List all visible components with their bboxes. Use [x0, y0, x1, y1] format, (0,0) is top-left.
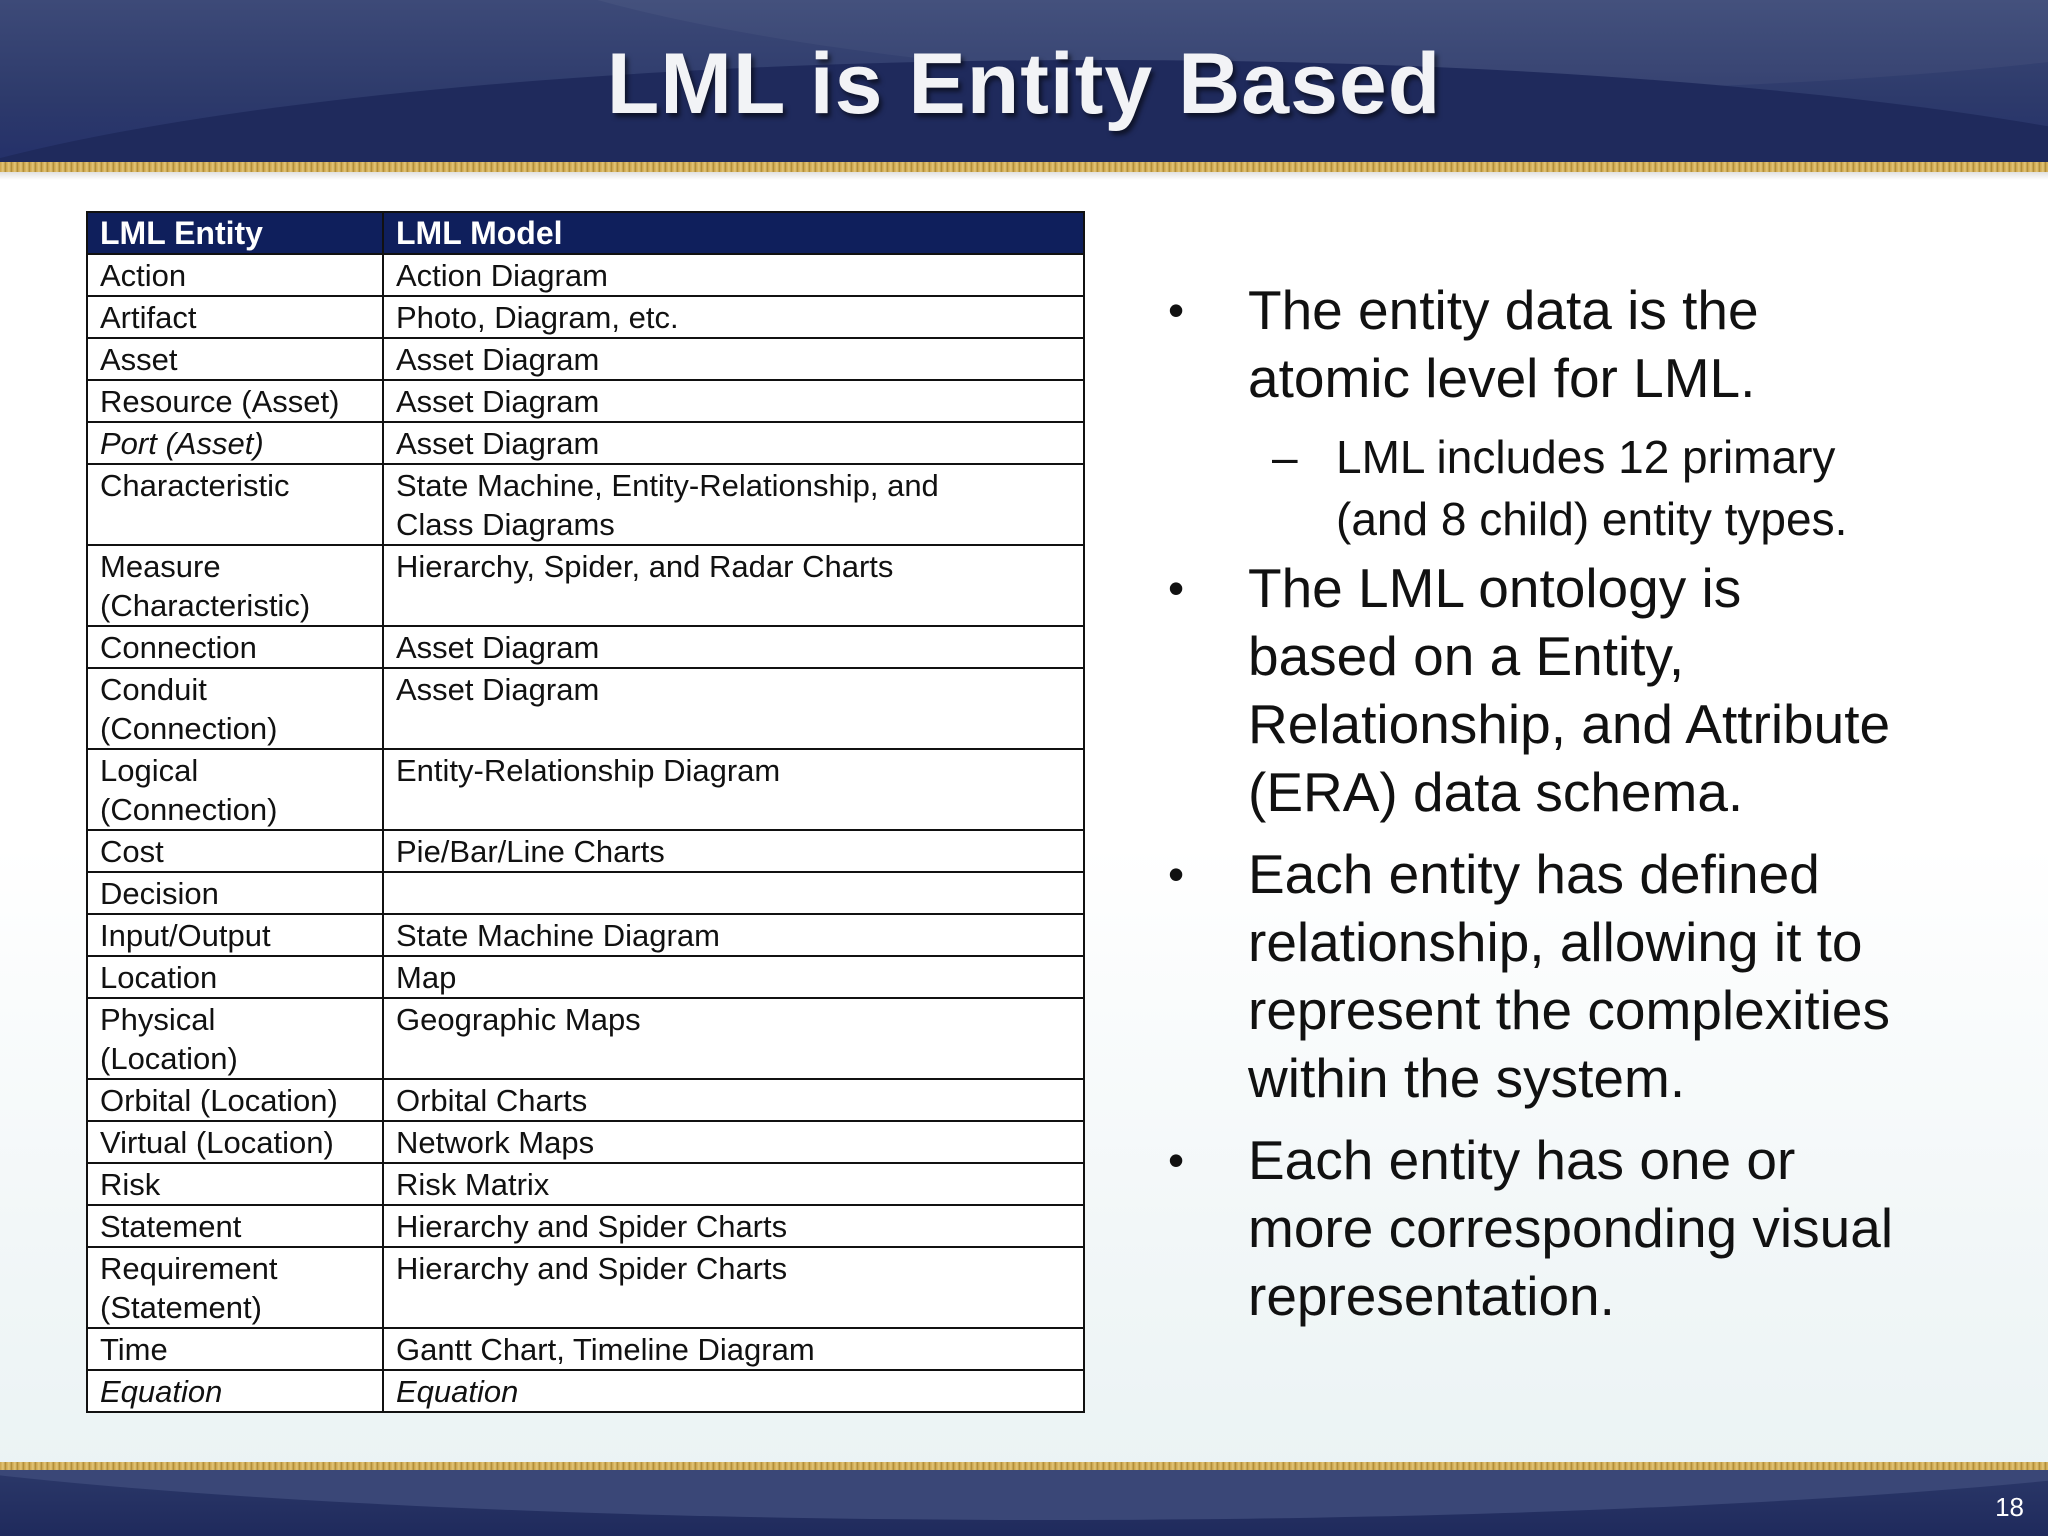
column-header-model: LML Model	[383, 212, 1084, 254]
entity-line: (Location)	[100, 1041, 238, 1076]
entity-model-table	[86, 211, 1085, 1413]
model-cell: Photo, Diagram, etc.	[383, 296, 1084, 338]
entity-line: Conduit	[100, 672, 207, 707]
table-row	[87, 464, 1084, 545]
table-row	[87, 914, 1084, 956]
entity-cell: Orbital (Location)	[87, 1079, 383, 1121]
entity-cell	[87, 998, 383, 1079]
model-cell: Asset Diagram	[383, 626, 1084, 668]
entity-line: (Connection)	[100, 711, 278, 746]
table-row	[87, 545, 1084, 626]
bullet-line: more corresponding visual	[1248, 1197, 1894, 1259]
entity-line: (Connection)	[100, 792, 278, 827]
entity-cell	[87, 545, 383, 626]
entity-cell: Connection	[87, 626, 383, 668]
table-row	[87, 1079, 1084, 1121]
entity-cell: Location	[87, 956, 383, 998]
header-gold-stripe	[0, 162, 2048, 172]
bullet-line: Each entity has one or	[1248, 1129, 1796, 1191]
model-cell: Pie/Bar/Line Charts	[383, 830, 1084, 872]
model-cell: Asset Diagram	[383, 668, 1084, 749]
model-cell: Hierarchy and Spider Charts	[383, 1247, 1084, 1328]
model-cell: State Machine Diagram	[383, 914, 1084, 956]
entity-cell: Cost	[87, 830, 383, 872]
entity-cell: Risk	[87, 1163, 383, 1205]
table-row	[87, 998, 1084, 1079]
table-row	[87, 380, 1084, 422]
table-row	[87, 296, 1084, 338]
bullet-marker: •	[1168, 1134, 1185, 1186]
footer-gold-stripe	[0, 1462, 2048, 1470]
entity-cell	[87, 749, 383, 830]
bullet-marker: •	[1168, 284, 1185, 336]
bullet-line: within the system.	[1248, 1047, 1686, 1109]
page-number: 18	[1995, 1492, 2024, 1522]
model-cell: Hierarchy and Spider Charts	[383, 1205, 1084, 1247]
bullet-line: atomic level for LML.	[1248, 347, 1756, 409]
model-cell: Network Maps	[383, 1121, 1084, 1163]
entity-cell: Resource (Asset)	[87, 380, 383, 422]
table-row	[87, 626, 1084, 668]
header-shadow	[0, 172, 2048, 180]
bullet-line: The entity data is the	[1248, 279, 1759, 341]
table-row	[87, 1205, 1084, 1247]
bullet-item	[1160, 554, 2020, 826]
bullet-item	[1160, 840, 2020, 1112]
entity-cell: Decision	[87, 872, 383, 914]
footer-banner	[0, 1470, 2048, 1536]
sub-bullet-line: LML includes 12 primary	[1336, 431, 1836, 483]
entity-cell: Equation	[87, 1370, 383, 1412]
model-cell: Asset Diagram	[383, 380, 1084, 422]
model-cell: Asset Diagram	[383, 338, 1084, 380]
table-row	[87, 668, 1084, 749]
model-cell: Gantt Chart, Timeline Diagram	[383, 1328, 1084, 1370]
table-row	[87, 749, 1084, 830]
bullet-gap	[1160, 1112, 2020, 1126]
entity-cell: Virtual (Location)	[87, 1121, 383, 1163]
footer-swoosh	[0, 1470, 2048, 1520]
entity-cell: Asset	[87, 338, 383, 380]
table-row	[87, 830, 1084, 872]
table-row	[87, 254, 1084, 296]
entity-cell: Port (Asset)	[87, 422, 383, 464]
table-row	[87, 1328, 1084, 1370]
model-cell: Risk Matrix	[383, 1163, 1084, 1205]
model-cell: Map	[383, 956, 1084, 998]
bullet-list	[1160, 276, 2020, 1330]
bullet-marker: •	[1168, 562, 1185, 614]
model-cell: Entity-Relationship Diagram	[383, 749, 1084, 830]
sub-bullet-line: (and 8 child) entity types.	[1336, 493, 1848, 545]
model-cell: Orbital Charts	[383, 1079, 1084, 1121]
table-row	[87, 1163, 1084, 1205]
bullet-line: represent the complexities	[1248, 979, 1890, 1041]
model-cell	[383, 464, 1084, 545]
entity-cell	[87, 668, 383, 749]
bullet-line: relationship, allowing it to	[1248, 911, 1863, 973]
entity-line: Physical	[100, 1002, 216, 1037]
entity-line: Logical	[100, 753, 199, 788]
model-line: State Machine, Entity-Relationship, and	[396, 468, 939, 503]
model-cell	[383, 872, 1084, 914]
table-row	[87, 338, 1084, 380]
bullet-line: representation.	[1248, 1265, 1615, 1327]
table-header-row	[87, 212, 1084, 254]
entity-line: Measure	[100, 549, 221, 584]
bullet-line: Relationship, and Attribute	[1248, 693, 1891, 755]
entity-cell: Time	[87, 1328, 383, 1370]
entity-line: Requirement	[100, 1251, 278, 1286]
model-cell: Action Diagram	[383, 254, 1084, 296]
bullet-line: based on a Entity,	[1248, 625, 1685, 687]
model-cell: Hierarchy, Spider, and Radar Charts	[383, 545, 1084, 626]
bullet-line: The LML ontology is	[1248, 557, 1742, 619]
sub-bullet-item	[1160, 426, 2020, 550]
table-row	[87, 1370, 1084, 1412]
slide-title: LML is Entity Based	[606, 36, 1442, 132]
bullet-item	[1160, 276, 2020, 412]
table-row	[87, 1121, 1084, 1163]
bullet-marker: •	[1168, 848, 1185, 900]
entity-cell: Characteristic	[87, 464, 383, 545]
entity-line: (Characteristic)	[100, 588, 311, 623]
column-header-entity: LML Entity	[87, 212, 383, 254]
entity-cell: Artifact	[87, 296, 383, 338]
bullet-line: Each entity has defined	[1248, 843, 1820, 905]
table-row	[87, 956, 1084, 998]
model-line: Class Diagrams	[396, 507, 615, 542]
entity-cell: Input/Output	[87, 914, 383, 956]
bullet-item	[1160, 1126, 2020, 1330]
entity-cell: Statement	[87, 1205, 383, 1247]
model-cell: Equation	[383, 1370, 1084, 1412]
entity-line: (Statement)	[100, 1290, 262, 1325]
table-row	[87, 872, 1084, 914]
table-row	[87, 422, 1084, 464]
sub-bullet-marker: –	[1272, 431, 1298, 483]
bullet-line: (ERA) data schema.	[1248, 761, 1744, 823]
entity-cell	[87, 1247, 383, 1328]
table-row	[87, 1247, 1084, 1328]
model-cell: Asset Diagram	[383, 422, 1084, 464]
model-cell: Geographic Maps	[383, 998, 1084, 1079]
entity-cell: Action	[87, 254, 383, 296]
bullet-gap	[1160, 826, 2020, 840]
